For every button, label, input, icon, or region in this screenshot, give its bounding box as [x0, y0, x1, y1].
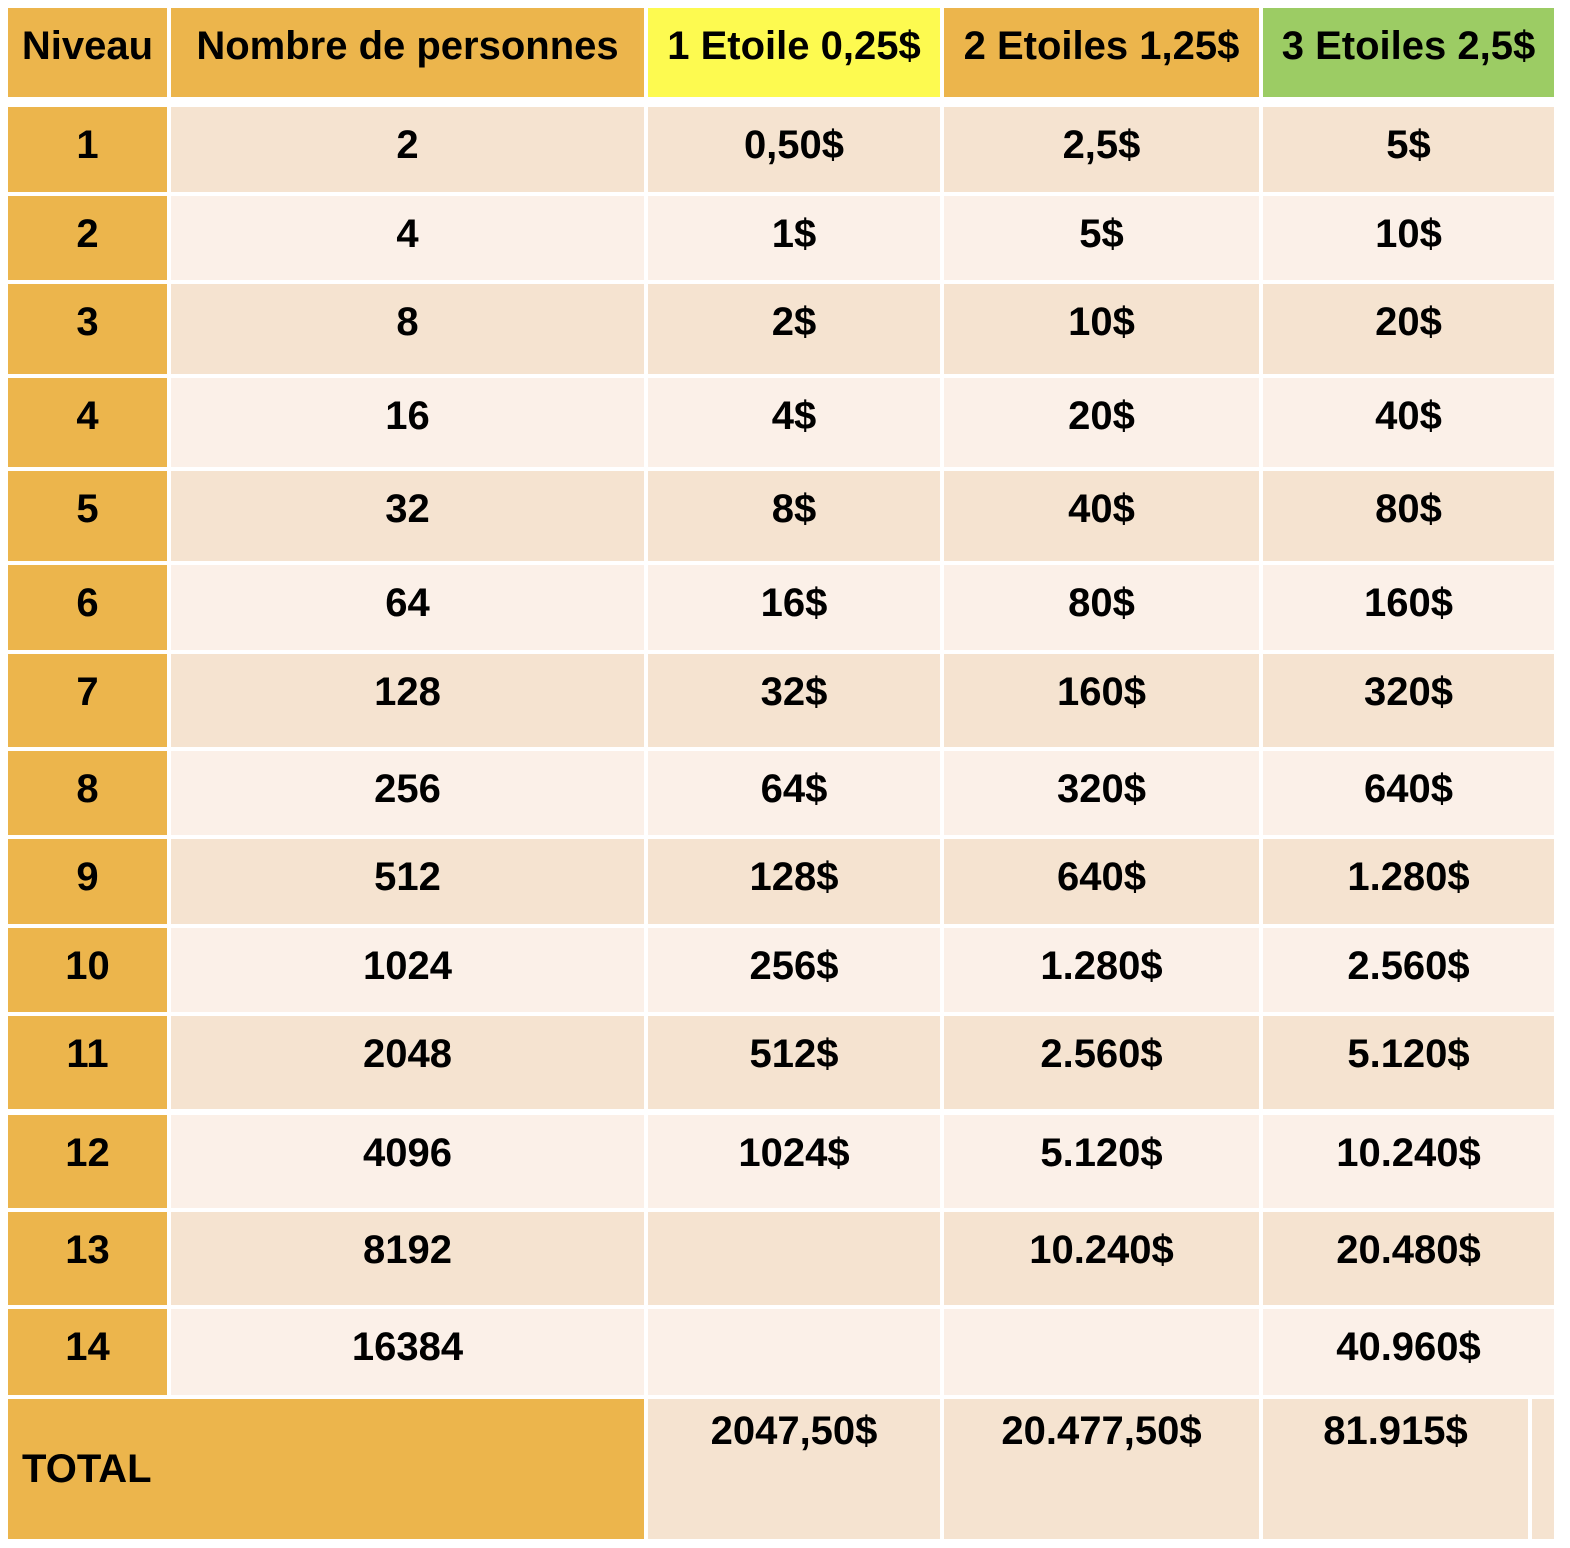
cell-niveau: 2 [8, 196, 167, 280]
cell-nombre-personnes: 16 [171, 378, 644, 467]
cell-etoiles-3: 40$ [1263, 378, 1554, 467]
cell-nombre-personnes: 64 [171, 565, 644, 650]
cell-etoiles-3: 40.960$ [1263, 1309, 1554, 1395]
cell-nombre-personnes: 16384 [171, 1309, 644, 1395]
cell-etoile-1 [648, 1309, 940, 1395]
cell-etoiles-3: 160$ [1263, 565, 1554, 650]
cell-etoile-1: 4$ [648, 378, 940, 467]
header-etoile-1: 1 Etoile 0,25$ [648, 8, 940, 97]
header-etoiles-3: 3 Etoiles 2,5$ [1263, 8, 1554, 97]
total-etoiles-2: 20.477,50$ [944, 1399, 1259, 1539]
cell-nombre-personnes: 32 [171, 471, 644, 561]
cell-etoiles-2: 640$ [944, 839, 1259, 924]
cell-niveau: 9 [8, 839, 167, 924]
cell-niveau: 3 [8, 284, 167, 374]
cell-niveau: 14 [8, 1309, 167, 1395]
cell-niveau: 10 [8, 928, 167, 1012]
cell-etoile-1: 256$ [648, 928, 940, 1012]
cell-niveau: 6 [8, 565, 167, 650]
cell-etoiles-3: 2.560$ [1263, 928, 1554, 1012]
total-label: TOTAL [8, 1399, 644, 1539]
cell-nombre-personnes: 2 [171, 107, 644, 192]
header-etoiles-2: 2 Etoiles 1,25$ [944, 8, 1259, 97]
cell-etoiles-2: 10.240$ [944, 1212, 1259, 1305]
cell-etoile-1: 512$ [648, 1016, 940, 1109]
cell-etoile-1: 1$ [648, 196, 940, 280]
cell-etoiles-2: 1.280$ [944, 928, 1259, 1012]
cell-etoiles-2: 40$ [944, 471, 1259, 561]
cell-etoile-1: 1024$ [648, 1115, 940, 1208]
cell-etoiles-2: 5$ [944, 196, 1259, 280]
cell-etoile-1: 8$ [648, 471, 940, 561]
cell-etoile-1 [648, 1212, 940, 1305]
cell-etoiles-3: 10.240$ [1263, 1115, 1554, 1208]
cell-etoiles-2: 320$ [944, 751, 1259, 835]
cell-etoile-1: 32$ [648, 654, 940, 747]
total-etoiles-3: 81.915$ [1263, 1399, 1528, 1539]
cell-nombre-personnes: 8192 [171, 1212, 644, 1305]
cell-etoiles-2: 80$ [944, 565, 1259, 650]
cell-nombre-personnes: 512 [171, 839, 644, 924]
cell-niveau: 7 [8, 654, 167, 747]
cell-nombre-personnes: 1024 [171, 928, 644, 1012]
cell-etoiles-3: 20.480$ [1263, 1212, 1554, 1305]
cell-etoiles-3: 5.120$ [1263, 1016, 1554, 1109]
cell-etoiles-2: 5.120$ [944, 1115, 1259, 1208]
total-end-cell [1532, 1399, 1554, 1539]
cell-niveau: 8 [8, 751, 167, 835]
cell-niveau: 4 [8, 378, 167, 467]
cell-etoile-1: 64$ [648, 751, 940, 835]
cell-etoiles-3: 320$ [1263, 654, 1554, 747]
cell-niveau: 13 [8, 1212, 167, 1305]
cell-etoile-1: 128$ [648, 839, 940, 924]
cell-etoiles-3: 80$ [1263, 471, 1554, 561]
cell-etoiles-3: 1.280$ [1263, 839, 1554, 924]
cell-niveau: 5 [8, 471, 167, 561]
cell-etoiles-3: 10$ [1263, 196, 1554, 280]
header-niveau: Niveau [8, 8, 167, 97]
cell-etoiles-3: 5$ [1263, 107, 1554, 192]
cell-nombre-personnes: 256 [171, 751, 644, 835]
cell-etoiles-3: 640$ [1263, 751, 1554, 835]
cell-etoiles-2: 160$ [944, 654, 1259, 747]
cell-nombre-personnes: 4 [171, 196, 644, 280]
cell-etoiles-2: 2,5$ [944, 107, 1259, 192]
header-nombre-personnes: Nombre de personnes [171, 8, 644, 97]
cell-etoiles-2: 10$ [944, 284, 1259, 374]
cell-etoile-1: 16$ [648, 565, 940, 650]
cell-nombre-personnes: 8 [171, 284, 644, 374]
cell-etoile-1: 0,50$ [648, 107, 940, 192]
cell-niveau: 1 [8, 107, 167, 192]
cell-nombre-personnes: 2048 [171, 1016, 644, 1109]
cell-etoiles-2: 20$ [944, 378, 1259, 467]
cell-niveau: 12 [8, 1115, 167, 1208]
cell-nombre-personnes: 128 [171, 654, 644, 747]
cell-etoile-1: 2$ [648, 284, 940, 374]
cell-nombre-personnes: 4096 [171, 1115, 644, 1208]
cell-etoiles-2 [944, 1309, 1259, 1395]
total-etoile-1: 2047,50$ [648, 1399, 940, 1539]
cell-etoiles-3: 20$ [1263, 284, 1554, 374]
cell-niveau: 11 [8, 1016, 167, 1109]
cell-etoiles-2: 2.560$ [944, 1016, 1259, 1109]
